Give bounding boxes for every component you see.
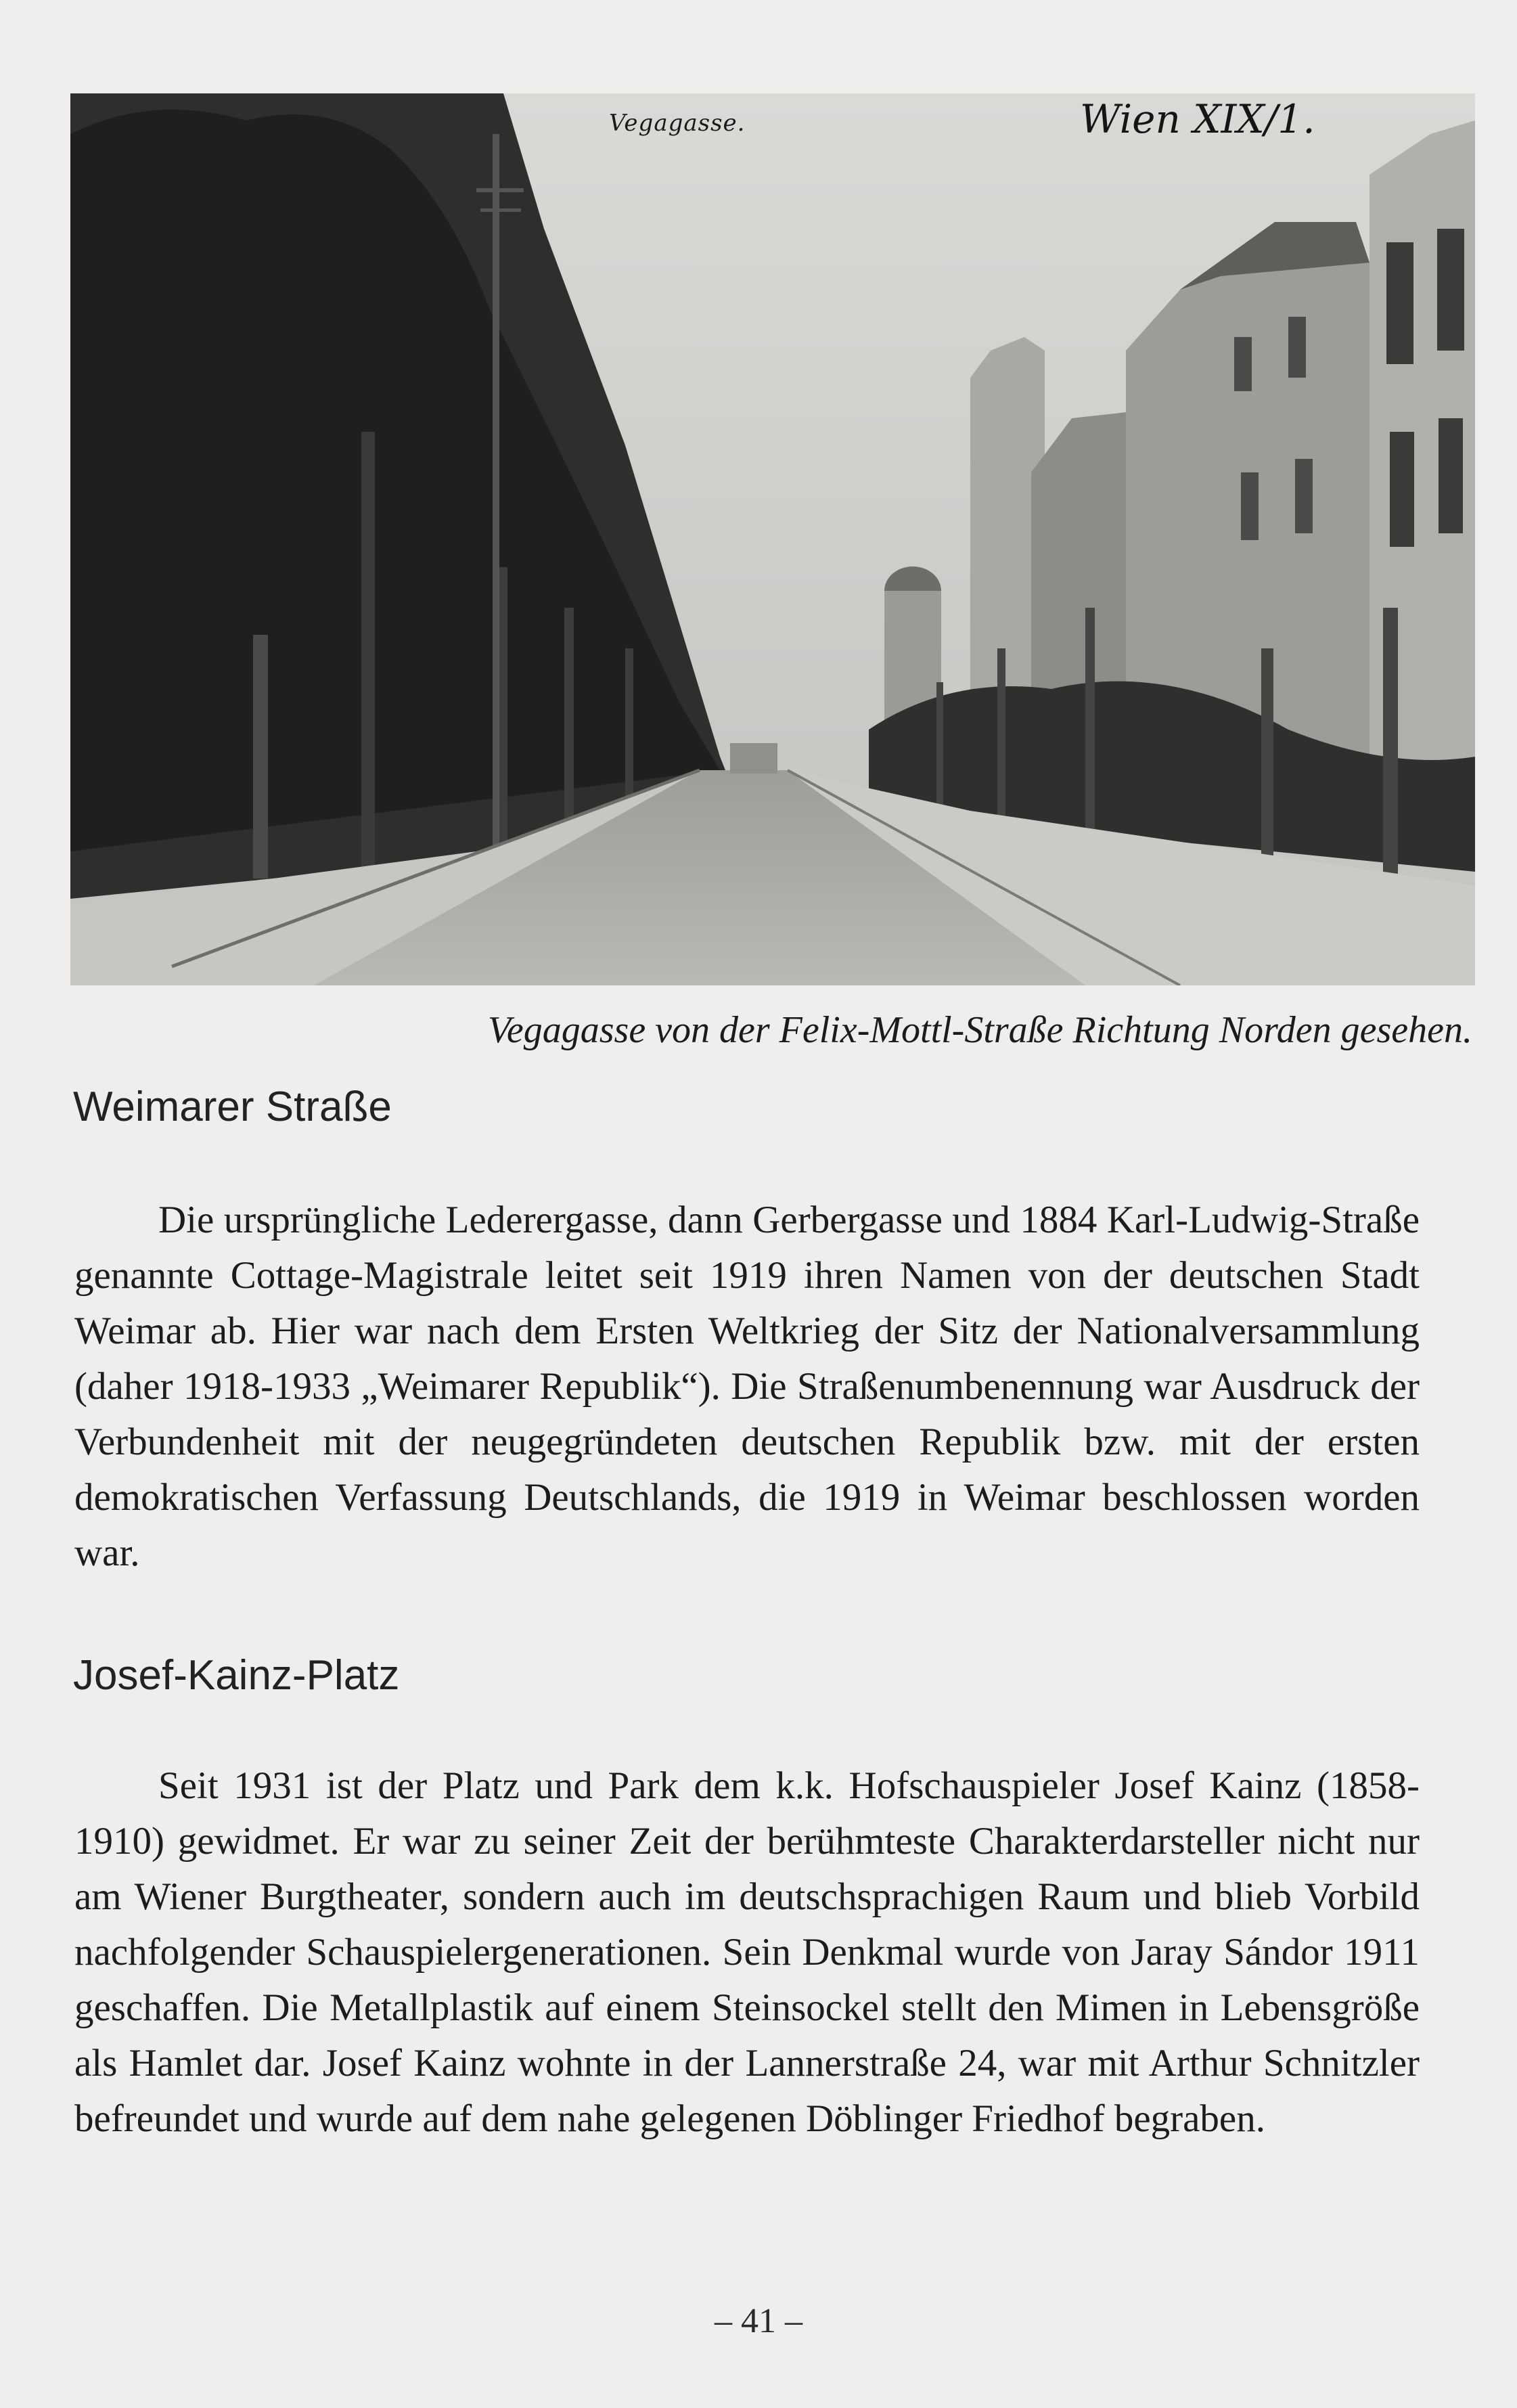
section-paragraph-josef-kainz-platz: Seit 1931 ist der Platz und Park dem k.k. Hofschauspieler Josef Kainz (1858-1910) gewidmet. Er war zu seiner Zeit der berühmteste Charakterdarsteller nicht nur am Wiener Burgtheater, sondern auch im deutschsprachigen Raum und blieb Vorbild nachfolgender Schauspielergenerationen. Sein Denkmal wurde von Jaray Sándor 1911 geschaffen. Die Metallplastik auf einem Steinsockel stellt den Mimen in Lebensgröße als Hamlet dar. Josef Kainz wohnte in der Lannerstraße 24, war mit Arthur Schnitzler befreundet und wurde auf dem nahe gelegenen Döblinger Friedhof begraben. xyxy=(74,1764,1420,2140)
street-photograph xyxy=(70,93,1475,985)
photo-inscription-city: Wien XIX/1. xyxy=(1080,96,1315,142)
street-photograph-image xyxy=(70,93,1475,985)
section-paragraph-weimarer-strasse: Die ursprüngliche Lederergasse, dann Gerbergasse und 1884 Karl-Ludwig-Straße genannte Cottage-Magistrale leitet seit 1919 ihren Namen von der deutschen Stadt Weimar ab. Hier war nach dem Ersten Weltkrieg der Sitz der Nationalversammlung (daher 1918-1933 „Weimarer Republik“). Die Straßenumbenennung war Ausdruck der Verbundenheit mit der neugegründeten deutschen Republik bzw. mit der ersten demokratischen Verfassung Deutschlands, die 1919 in Weimar beschlossen worden war. xyxy=(74,1199,1420,1574)
photo-inscription-street: Vegagasse. xyxy=(609,110,746,137)
page-number: – 41 – xyxy=(715,2302,802,2340)
section-heading-weimarer-strasse: Weimarer Straße xyxy=(73,1084,392,1130)
section-heading-josef-kainz-platz: Josef-Kainz-Platz xyxy=(73,1652,400,1699)
photo-caption: Vegagasse von der Felix-Mottl-Straße Richtung Norden gesehen. xyxy=(487,1009,1472,1051)
